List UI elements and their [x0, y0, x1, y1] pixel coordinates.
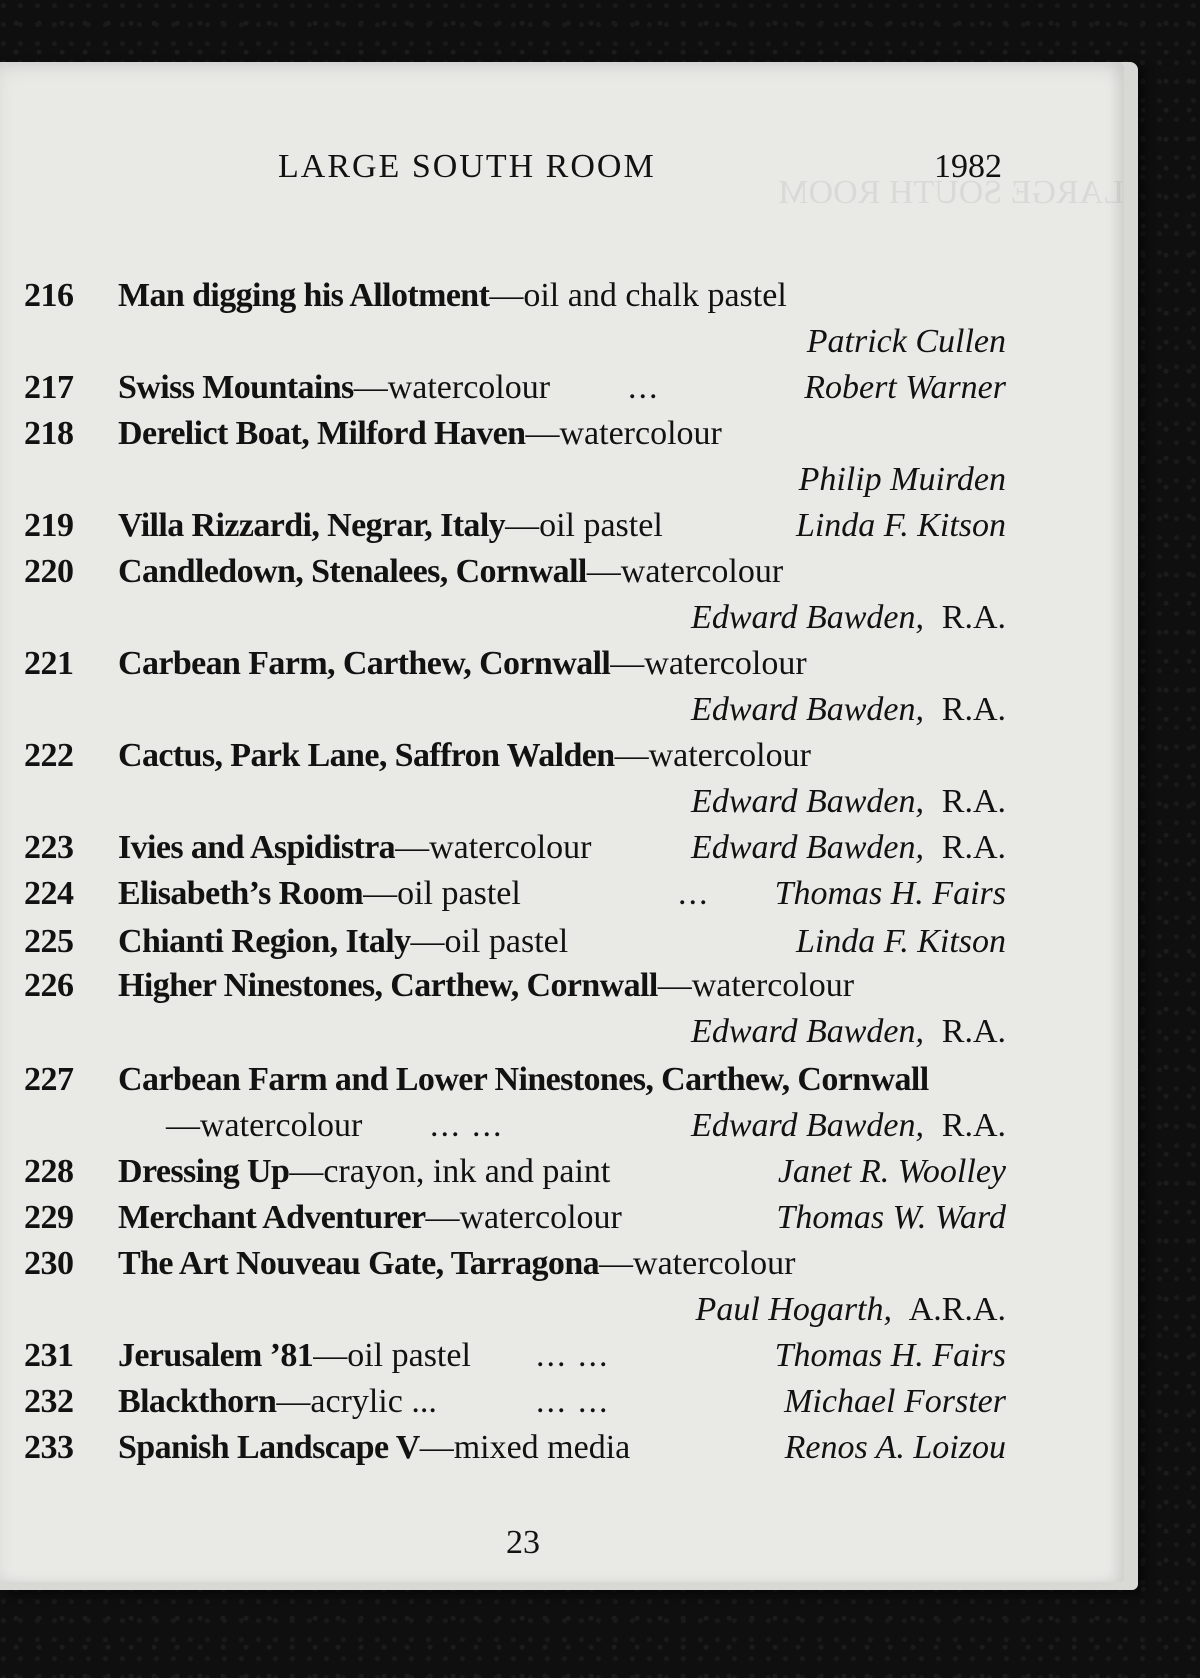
catalogue-entry-222 — [0, 732, 1124, 820]
artwork-title: Dressing Up — [118, 1153, 290, 1190]
artwork-title: Jerusalem ’81 — [118, 1337, 314, 1374]
entry-number: 217 — [24, 369, 74, 406]
entry-number: 220 — [24, 553, 74, 590]
catalogue-page — [0, 62, 1124, 1582]
catalogue-entry-227 — [0, 1056, 1124, 1144]
artist-honour: R.A. — [941, 599, 1006, 636]
page-title: LARGE SOUTH ROOM — [278, 148, 656, 185]
show-through-text: LARGE SOUTH ROOM — [778, 174, 1124, 211]
entry-line — [0, 918, 1124, 966]
catalogue-entry-219 — [0, 502, 1124, 550]
entry-line — [0, 824, 1124, 872]
leader-dots: ... ... — [536, 1383, 610, 1420]
catalogue-year: 1982 — [934, 148, 1002, 185]
entry-title-line — [0, 548, 1124, 596]
entry-number: 218 — [24, 415, 74, 452]
entry-artist-line — [0, 318, 1124, 366]
artwork-medium: —oil pastel — [505, 507, 663, 544]
entry-artist-line — [0, 594, 1124, 642]
entry-title-group — [118, 410, 722, 458]
entry-title-line — [0, 640, 1124, 688]
artwork-title: Candledown, Stenalees, Cornwall — [118, 553, 587, 590]
artwork-medium: —watercolour — [657, 967, 855, 1004]
entry-title-group — [118, 1424, 630, 1472]
entry-artist-line — [0, 686, 1124, 734]
entry-title-group — [118, 1378, 437, 1426]
page-number: 23 — [506, 1524, 540, 1561]
leader-dots: ... — [678, 875, 710, 912]
artist-name: Thomas W. Ward — [776, 1199, 1006, 1236]
entry-number: 219 — [24, 507, 74, 544]
artwork-medium: —watercolour — [395, 829, 592, 866]
entry-line — [0, 1148, 1124, 1196]
catalogue-entry-216 — [0, 272, 1124, 360]
artwork-medium: —oil and chalk pastel — [489, 277, 787, 314]
entry-title-group — [118, 640, 807, 688]
catalogue-entry-230 — [0, 1240, 1124, 1328]
artwork-medium: —oil pastel — [410, 923, 569, 960]
artwork-title: Higher Ninestones, Carthew, Cornwall — [118, 967, 658, 1004]
artist-name: Robert Warner — [804, 369, 1006, 406]
entry-title-line — [0, 732, 1124, 780]
artwork-title: Swiss Mountains — [118, 369, 354, 406]
entry-artist-line — [0, 1008, 1124, 1056]
entry-number: 228 — [24, 1153, 74, 1190]
entry-artist-line — [0, 1286, 1124, 1334]
artist-name: Patrick Cullen — [806, 323, 1006, 360]
artist-name: Edward Bawden, — [691, 599, 924, 636]
entry-continuation-line — [0, 1102, 1124, 1150]
artwork-medium: —watercolour — [425, 1199, 622, 1236]
artwork-title: Derelict Boat, Milford Haven — [118, 415, 526, 452]
artwork-medium: —watercolour — [353, 369, 551, 406]
artist-name: Linda F. Kitson — [795, 507, 1006, 544]
artwork-title: Cactus, Park Lane, Saffron Walden — [118, 737, 615, 774]
entry-line — [0, 1332, 1124, 1380]
catalogue-entry-221 — [0, 640, 1124, 728]
artist-honour: R.A. — [941, 829, 1006, 866]
entry-artist-line — [0, 456, 1124, 504]
entry-title-group — [118, 1194, 622, 1242]
catalogue-entry-232 — [0, 1378, 1124, 1426]
leader-dots: ... ... — [430, 1107, 504, 1144]
entry-title-line — [0, 410, 1124, 458]
entry-number: 225 — [24, 923, 74, 960]
artist-name: Paul Hogarth, — [695, 1291, 892, 1328]
entry-title-group — [118, 1148, 610, 1196]
catalogue-entry-231 — [0, 1332, 1124, 1380]
artwork-title: Ivies and Aspidistra — [118, 829, 396, 866]
artist-name: Edward Bawden, — [691, 1107, 924, 1144]
artist-name: Janet R. Woolley — [777, 1153, 1006, 1190]
leader-dots: ... ... — [536, 1337, 610, 1374]
entry-number: 221 — [24, 645, 74, 682]
artwork-title: Elisabeth’s Room — [118, 875, 364, 912]
catalogue-entry-225 — [0, 918, 1124, 966]
catalogue-entry-233 — [0, 1424, 1124, 1472]
artist-honour: R.A. — [941, 691, 1006, 728]
artist-name: Linda F. Kitson — [795, 923, 1006, 960]
artwork-title: Blackthorn — [118, 1383, 277, 1420]
artwork-medium: —mixed media — [419, 1429, 631, 1466]
entry-line — [0, 870, 1124, 918]
artwork-title: Merchant Adventurer — [118, 1199, 426, 1236]
catalogue-entry-220 — [0, 548, 1124, 636]
entry-number: 224 — [24, 875, 74, 912]
entry-title-group — [118, 1240, 795, 1288]
entry-title-line — [0, 272, 1124, 320]
entry-number: 233 — [24, 1429, 74, 1466]
artist-honour: R.A. — [941, 1107, 1006, 1144]
entry-number: 229 — [24, 1199, 74, 1236]
artwork-medium: —watercolour — [586, 553, 784, 590]
artist-name: Edward Bawden, — [691, 783, 924, 820]
entry-line — [0, 1194, 1124, 1242]
artwork-title: Chianti Region, Italy — [118, 923, 411, 960]
entry-number: 223 — [24, 829, 74, 866]
artwork-medium: —acrylic ... — [276, 1383, 437, 1420]
entry-title-group — [118, 870, 521, 918]
artwork-medium: —watercolour — [525, 415, 722, 452]
entry-artist-line — [0, 778, 1124, 826]
entry-line — [0, 1424, 1124, 1472]
artist-name: Edward Bawden, — [691, 829, 924, 866]
artwork-title: Villa Rizzardi, Negrar, Italy — [118, 507, 506, 544]
entry-number: 222 — [24, 737, 74, 774]
entry-number: 230 — [24, 1245, 74, 1282]
artist-name: Michael Forster — [784, 1383, 1006, 1420]
artwork-medium: —oil pastel — [313, 1337, 471, 1374]
artwork-medium: —watercolour — [610, 645, 807, 682]
artwork-title: Carbean Farm and Lower Ninestones, Carthew, Cornwall — [118, 1061, 929, 1098]
artwork-medium: —watercolour — [614, 737, 811, 774]
entry-title-group — [118, 1332, 471, 1380]
artwork-title: The Art Nouveau Gate, Tarragona — [118, 1245, 600, 1282]
catalogue-entry-217 — [0, 364, 1124, 412]
artist-name: Edward Bawden, — [691, 1013, 924, 1050]
artist-name: Edward Bawden, — [691, 691, 924, 728]
artwork-medium: —crayon, ink and paint — [289, 1153, 611, 1190]
entry-title-group — [118, 272, 787, 320]
catalogue-entry-226 — [0, 962, 1124, 1050]
entry-title-group — [118, 364, 550, 412]
entry-title-line — [0, 962, 1124, 1010]
artwork-medium: —watercolour — [166, 1107, 363, 1144]
catalogue-entry-224 — [0, 870, 1124, 918]
artwork-medium: —oil pastel — [363, 875, 521, 912]
entry-number: 232 — [24, 1383, 74, 1420]
entry-title-group — [118, 732, 811, 780]
artwork-title: Spanish Landscape V — [118, 1429, 420, 1466]
entry-title-group — [118, 824, 591, 872]
entry-title-line — [0, 1056, 1124, 1104]
entry-number: 227 — [24, 1061, 74, 1098]
artist-name: Philip Muirden — [798, 461, 1006, 498]
entry-title-group — [118, 548, 783, 596]
catalogue-entry-223 — [0, 824, 1124, 872]
entry-title-group — [118, 1056, 929, 1104]
artwork-title: Man digging his Allotment — [118, 277, 490, 314]
artist-honour: A.R.A. — [908, 1291, 1006, 1328]
entry-line — [0, 502, 1124, 550]
entry-line — [0, 364, 1124, 412]
artwork-title: Carbean Farm, Carthew, Cornwall — [118, 645, 611, 682]
entry-number: 226 — [24, 967, 74, 1004]
catalogue-entry-229 — [0, 1194, 1124, 1242]
entry-number: 231 — [24, 1337, 74, 1374]
leader-dots: ... — [628, 369, 660, 406]
artist-name: Renos A. Loizou — [784, 1429, 1006, 1466]
entry-title-group — [118, 918, 568, 966]
entry-title-group — [118, 502, 663, 550]
artist-honour: R.A. — [941, 783, 1006, 820]
artist-name: Thomas H. Fairs — [774, 875, 1006, 912]
artist-name: Thomas H. Fairs — [774, 1337, 1006, 1374]
entry-line — [0, 1378, 1124, 1426]
catalogue-entry-218 — [0, 410, 1124, 498]
running-head — [0, 148, 1124, 198]
entry-number: 216 — [24, 277, 74, 314]
artist-honour: R.A. — [941, 1013, 1006, 1050]
entry-title-group — [118, 962, 854, 1010]
catalogue-entry-228 — [0, 1148, 1124, 1196]
artwork-medium: —watercolour — [599, 1245, 796, 1282]
entry-title-line — [0, 1240, 1124, 1288]
